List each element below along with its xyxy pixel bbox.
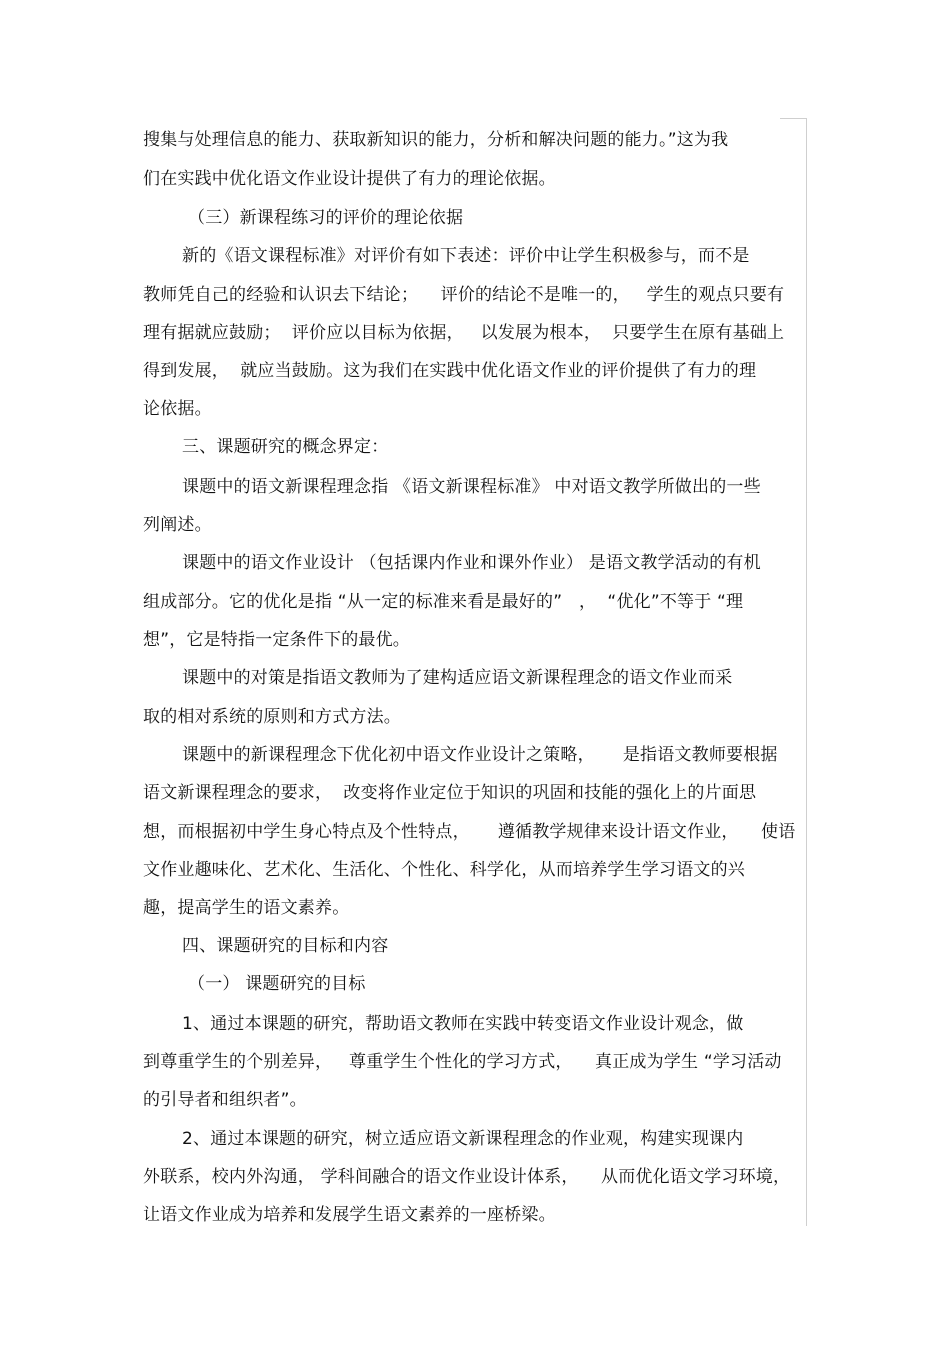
text-line: 取的相对系统的原则和方式方法。	[143, 707, 401, 727]
text-line: 语文新课程理念的要求， 改变将作业定位于知识的巩固和技能的强化上的片面思	[143, 783, 757, 803]
section-heading: 三、课题研究的概念界定：	[182, 437, 389, 457]
text-line: 课题中的对策是指语文教师为了建构适应语文新课程理念的语文作业而采	[182, 668, 733, 688]
text-line: 到尊重学生的个别差异， 尊重学生个性化的学习方式， 真正成为学生 “学习活动	[143, 1052, 782, 1072]
text-line: 课题中的新课程理念下优化初中语文作业设计之策略， 是指语文教师要根据	[182, 745, 778, 765]
text-line: 1、通过本课题的研究，帮助语文教师在实践中转变语文作业设计观念，做	[182, 1014, 744, 1034]
text-line: 让语文作业成为培养和发展学生语文素养的一座桥梁。	[143, 1205, 556, 1225]
section-heading: （三）新课程练习的评价的理论依据	[188, 208, 464, 228]
section-heading: 四、课题研究的目标和内容	[182, 936, 389, 956]
text-line: 想”，它是特指一定条件下的最优。	[143, 630, 411, 650]
text-line: 课题中的语文新课程理念指 《语文新课程标准》 中对语文教学所做出的一些	[182, 477, 761, 497]
text-line: 搜集与处理信息的能力、获取新知识的能力，分析和解决问题的能力。”这为我	[143, 130, 729, 150]
text-line: 论依据。	[143, 399, 212, 419]
subsection-heading: （一） 课题研究的目标	[188, 974, 366, 994]
text-line: 列阐述。	[143, 515, 212, 535]
text-line: 趣，提高学生的语文素养。	[143, 898, 350, 918]
page-border-top	[780, 118, 807, 119]
text-line: 的引导者和组织者”。	[143, 1090, 307, 1110]
text-line: 们在实践中优化语文作业设计提供了有力的理论依据。	[143, 169, 556, 189]
text-line: 想，而根据初中学生身心特点及个性特点， 遵循教学规律来设计语文作业， 使语	[143, 822, 796, 842]
page-border-right	[806, 118, 807, 1226]
text-line: 组成部分。它的优化是指 “从一定的标准来看是最好的” ， “优化”不等于 “理	[143, 592, 744, 612]
text-line: 文作业趣味化、艺术化、生活化、个性化、科学化，从而培养学生学习语文的兴	[143, 860, 745, 880]
text-line: 外联系，校内外沟通， 学科间融合的语文作业设计体系， 从而优化语文学习环境，	[143, 1167, 791, 1187]
text-line: 新的《语文课程标准》对评价有如下表述：评价中让学生积极参与，而不是	[182, 246, 750, 266]
text-line: 得到发展， 就应当鼓励。这为我们在实践中优化语文作业的评价提供了有力的理	[143, 361, 757, 381]
text-line: 课题中的语文作业设计 （包括课内作业和课外作业） 是语文教学活动的有机	[182, 553, 761, 573]
text-line: 理有据就应鼓励； 评价应以目标为依据， 以发展为根本， 只要学生在原有基础上	[143, 323, 785, 343]
text-line: 2、通过本课题的研究，树立适应语文新课程理念的作业观，构建实现课内	[182, 1129, 744, 1149]
text-line: 教师凭自己的经验和认识去下结论； 评价的结论不是唯一的， 学生的观点只要有	[143, 285, 785, 305]
